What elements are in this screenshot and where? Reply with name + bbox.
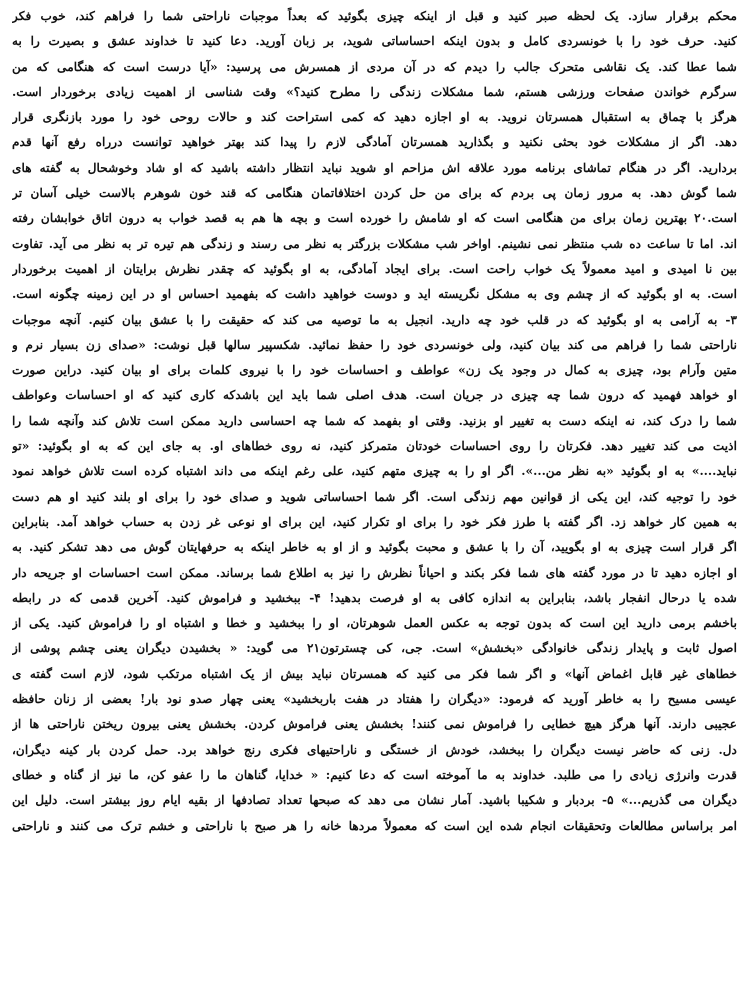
text-line: شما را درک کند، نه اینکه دست به تغییر او بزنید. وقتی او بفهمد که شما چه احساسی دارید ممکن است تلاش کند وآنچه شما را [12,413,737,428]
text-line: نباید....» به او بگوئید «به نظر من...». اگر او را به چیزی متهم کنید، علی رغم اینکه می داند اشتباه کرده است تلاش خواهد نمود [12,464,737,479]
text-line: عجیبی دارند. آنها هرگز هیچ خطایی را فراموش نمی کنند! بخشش یعنی فراموش کردن. بخشش یعنی بیرون ریختن ناراحتی ها از [12,717,737,732]
text-line: محکم برقرار سازد. یک لحظه صبر کنید و قبل از اینکه چیزی بگوئید که بعداً موجبات ناراحتی شما را فراهم کند، خوب فکر [12,9,737,23]
text-line: شما گوش دهد. به مرور زمان پی بردم که برای من حل کردن اختلافاتمان هنگامی که قند خون شوهرم بالاست خیلی آسان تر [12,186,737,201]
text-line: او خواهد فهمید که درون شما چه چیزی در جریان است. هدف اصلی شما باید این باشدکه کاری کنید که او احساسات وعواطف [12,388,737,403]
text-line: سرگرم خواندن صفحات ورزشی هستم، شما مشکلات زندگی را مطرح کنید؟» وقت شناسی از اهمیت زیادی برخوردار است. [12,84,737,99]
text-line: ناراحتی شما را فراهم می کند بیان کنید، ولی خونسردی خود را حفظ نمائید. شکسپیر سالها قبل نوشت: «صدای زن بسیار نرم و [12,337,737,352]
text-line: اند. اما تا ساعت ده شب منتظر نمی نشینم. اواخر شب مشکلات بزرگتر به نظر می رسند و زندگی هم تیره تر به نظر می آید. تفاوت [12,236,737,251]
text-line: دل. زنی که حاضر نیست دیگران را ببخشد، خودش از خستگی و ناراحتیهای فکری رنج خواهد برد. حمل کردن بار کینه دیگران، [12,742,737,757]
text-line: خطاهای غیر قابل اغماض آنها» و اگر شما فکر می کنید که همسرتان نباید بیش از یک اشتباه مرتکب شود، لازم است گفته ی [12,666,737,681]
text-line: عیسی مسیح را به خاطر آورید که فرمود: «دیگران را هفتاد در هفت باربخشید» یعنی چهار صدو نود بار! بعضی از زنان حافظه [12,692,737,707]
text-line: بین نا امیدی و امید معمولاً یک خواب راحت است. برای ایجاد آمادگی، به او بگوئید که چقدر نظرش برایتان از اهمیت برخوردار [12,261,737,276]
text-line: کنید. حرف خود را با خونسردی کامل و بدون اینکه احساساتی شوید، بر زبان آورید. دعا کنید تا خداوند عشق و بصیرت را به [12,34,737,49]
text-line: است. به او بگوئید که از چشم وی به مشکل نگریسته اید و دوست خواهید داشت که بفهمید احساس او در این زمینه چگونه است. [12,287,737,302]
text-line: قدرت وانرژی زیادی را می طلبد. خداوند به ما آموخته است که دعا کنیم: « خدایا، گناهان ما را عفو کن، ما نیز از گناه و خطای [12,767,737,782]
text-line: اذیت می کند تغییر دهد. فکرتان را روی احساسات خودتان متمرکز کنید، نه روی خطاهای او. به جای این که به او بگوئید: «تو [12,439,737,454]
text-line: امر براساس مطالعات وتحقیقات انجام شده این است که معمولاً مردها خانه را هر صبح با ناراحتی و خشم ترک می کنند و ناراحتی [12,818,737,833]
text-line: دهد. اگر از مشکلات خود بحثی نکنید و بگذارید همسرتان آمادگی لازم را پیدا کند بهتر خواهید توانست درراه رفع آنها قدم [12,135,737,150]
text-line: اگر قرار است چیزی به او بگویید، آن را با عشق و محبت بگوئید و از او به خاطر اینکه به حرفهایتان گوش می دهد تشکر کنید. به [12,540,737,555]
text-line: بردارید. اگر در هنگام تماشای برنامه مورد علاقه اش مزاحم او شوید نباید انتظار داشته باشید که او شاد وخوشحال به گفته های [12,160,737,175]
text-line: به همین کار خواهد زد. اگر گفته با طرز فکر خود را برای او تکرار کنید، این برای او نوعی غر زدن به حساب خواهد آمد. بنابراین [12,514,737,529]
text-line: شما عطا کند. یک نقاشی متحرک جالب را دیدم که در آن مردی از همسرش می پرسید: «آیا درست است که هنگامی که من [12,59,737,74]
text-line: او اجازه دهید تا در مورد گفته های شما فکر بکند و احیاناً نظرش را نیز به اطلاع شما برساند. ممکن است احساسات او جریحه دار [12,565,737,580]
text-line: ۳- به آرامی به او بگوئید که در قلب خود چه دارید. انجیل به ما توصیه می کند که حقیقت را با عشق بیان کنیم. آنچه موجبات [12,312,737,327]
text-line: متین وآرام بود، چیزی به کمال در وجود یک زن» عواطف و احساسات خود را با نیروی کلمات برای او بیان کنید. دراین صورت [12,363,737,378]
text-line: هرگز با چماق به استقبال همسرتان نروید. به او اجازه دهید که کمی استراحت کند و حالات روحی خود را مورد بازنگری قرار [12,110,737,125]
text-line: خود را توجیه کند، این یکی از قوانین مهم زندگی است. اگر شما احساساتی شوید و صدای خود را برای او بلند کنید او هم دست [12,489,737,504]
body-text [12,4,737,839]
text-line: است.۲۰ بهترین زمان برای من هنگامی است که او شامش را خورده است و بچه ها هم به قصد خواب به درون اتاق خوابشان رفته [12,211,737,226]
text-line: شده یا درحال انفجار باشد، بنابراین به اندازه کافی به او فرصت بدهید! ۴- ببخشید و فراموش کنید. آخرین قدمی که در رابطه [12,590,737,605]
text-line: باخشم برمی دارید این است که بدون توجه به عکس العمل شوهرتان، او را ببخشید و خطا و اشتباه او را فراموش کنید. یکی از [12,616,737,631]
text-line: اصول ثابت و پایدار زندگی خانوادگی «بخشش» است. جی، کی چسترتون۲۱ می گوید: « بخشیدن دیگران یعنی چشم پوشی از [12,641,737,656]
text-line: دیگران می گذریم...» ۵- بردبار و شکیبا باشید. آمار نشان می دهد که صبحها تعداد تصادفها از بقیه ایام روز بیشتر است. دلیل این [12,793,737,808]
